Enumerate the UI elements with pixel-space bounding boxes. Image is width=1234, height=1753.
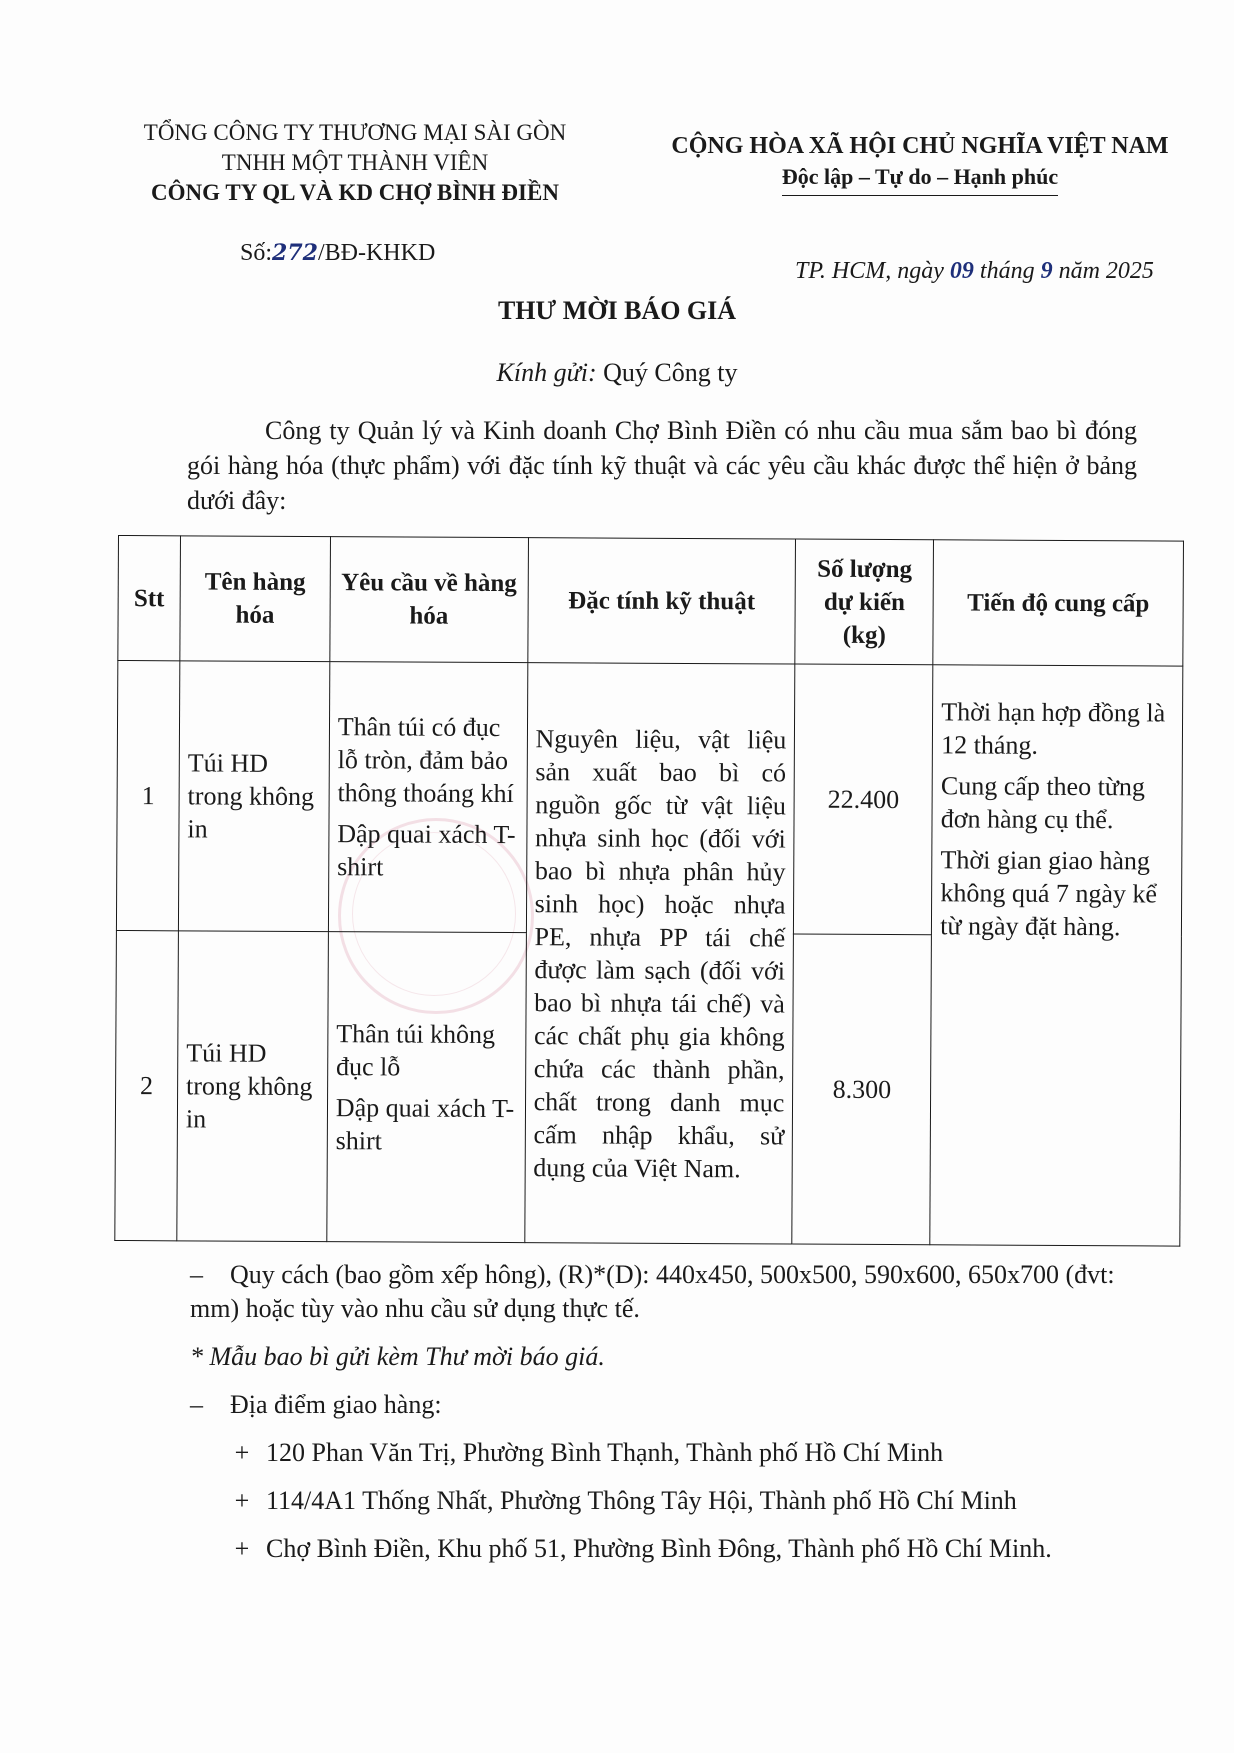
- document-number: [240, 240, 435, 267]
- row1-req-1: Thân túi có đục lỗ tròn, đảm bảo thông thoáng khí: [337, 712, 514, 809]
- notes-section: [190, 1258, 1140, 1580]
- plus-marker: +: [234, 1534, 250, 1563]
- doc-number-prefix: Số:: [240, 240, 273, 266]
- intro-paragraph: Công ty Quản lý và Kinh doanh Chợ Bình Điền có nhu cầu mua sắm bao bì đóng gói hàng hóa (thực phẩm) với đặc tính kỹ thuật và các yêu cầu khác được thể hiện ở bảng dưới đây:: [187, 416, 1137, 515]
- row1-req-2: Dập quai xách T-shirt: [337, 819, 516, 882]
- row2-quantity: 8.300: [792, 934, 932, 1245]
- row2-requirement: [327, 932, 526, 1243]
- list-item: [190, 1436, 1140, 1470]
- schedule-cell: [930, 665, 1183, 1246]
- size-note-text: Quy cách (bao gồm xếp hông), (R)*(D): 440x450, 500x500, 590x600, 650x700 (đvt: mm) hoặc tùy vào nhu cầu sử dụng thực tế.: [190, 1260, 1115, 1323]
- issuer-block: [110, 118, 600, 208]
- greeting: [0, 358, 1234, 388]
- size-note: [190, 1258, 1140, 1326]
- header-requirement: Yêu cầu về hàng hóa: [330, 537, 528, 663]
- address-1: 120 Phan Văn Trị, Phường Bình Thạnh, Thành phố Hồ Chí Minh: [266, 1438, 944, 1467]
- date-suffix: năm 2025: [1052, 258, 1154, 284]
- list-item: [140, 1532, 1140, 1566]
- row2-req-2: Dập quai xách T-shirt: [335, 1092, 515, 1155]
- header-schedule: Tiến độ cung cấp: [933, 540, 1183, 666]
- greeting-label: Kính gửi:: [496, 358, 597, 387]
- document-title: THƯ MỜI BÁO GIÁ: [497, 296, 737, 325]
- delivery-heading: [190, 1388, 1140, 1422]
- row2-name: Túi HD trong không in: [177, 931, 328, 1242]
- issuer-line-3: CÔNG TY QL VÀ KD CHỢ BÌNH ĐIỀN: [151, 180, 559, 205]
- dash-marker: –: [190, 1390, 203, 1419]
- date-month: 9: [1040, 258, 1053, 284]
- header-quantity: Số lượng dự kiến (kg): [795, 539, 934, 665]
- row2-stt: 2: [115, 930, 179, 1240]
- document-date: [795, 258, 1154, 285]
- issuer-line-2: TNHH MỘT THÀNH VIÊN: [221, 150, 489, 175]
- header-stt: Stt: [118, 536, 181, 661]
- address-3: Chợ Bình Điền, Khu phố 51, Phường Bình Đông, Thành phố Hồ Chí Minh.: [266, 1534, 1052, 1563]
- spec-table: [114, 535, 1184, 1247]
- schedule-line-1: Thời hạn hợp đồng là 12 tháng.: [941, 697, 1166, 760]
- row1-name: Túi HD trong không in: [178, 661, 329, 932]
- greeting-recipient: Quý Công ty: [603, 358, 738, 387]
- row1-requirement: [328, 662, 527, 933]
- header-name: Tên hàng hóa: [180, 536, 331, 662]
- date-day: 09: [949, 258, 974, 284]
- national-motto: Độc lập – Tự do – Hạnh phúc: [782, 162, 1058, 196]
- plus-marker: +: [234, 1438, 250, 1467]
- doc-number-suffix: /BĐ-KHKD: [317, 240, 436, 266]
- spec-description: Nguyên liệu, vật liệu sản xuất bao bì có nguồn gốc từ vật liệu nhựa sinh học (đối với bao bì nhựa phân hủy sinh học) hoặc nhựa PE, nhựa PP tái chế được làm sạch (đối với bao bì nhựa tái chế) và các chất phụ gia không chứa các thành phần, chất trong danh mục cấm nhập khẩu, sử dụng của Việt Nam.: [524, 663, 795, 1244]
- table-row: [116, 661, 1182, 937]
- list-item: [190, 1484, 1140, 1518]
- row1-stt: 1: [116, 661, 179, 931]
- schedule-line-3: Thời gian giao hàng không quá 7 ngày kể từ ngày đặt hàng.: [940, 845, 1158, 942]
- plus-marker: +: [234, 1486, 250, 1515]
- address-2: 114/4A1 Thống Nhất, Phường Thông Tây Hội, Thành phố Hồ Chí Minh: [266, 1486, 1017, 1515]
- table-header-row: [118, 536, 1184, 667]
- nation-title: CỘNG HÒA XÃ HỘI CHỦ NGHĨA VIỆT NAM: [671, 133, 1169, 159]
- doc-number-handwritten: 272: [272, 240, 318, 266]
- header-spec: Đặc tính kỹ thuật: [527, 538, 795, 664]
- date-prefix: TP. HCM, ngày: [795, 258, 950, 284]
- delivery-label: Địa điểm giao hàng:: [230, 1390, 442, 1419]
- date-mid: tháng: [973, 258, 1041, 284]
- schedule-line-2: Cung cấp theo từng đơn hàng cụ thể.: [940, 771, 1146, 835]
- sample-note: * Mẫu bao bì gửi kèm Thư mời báo giá.: [190, 1342, 605, 1371]
- national-header: [640, 130, 1200, 196]
- row2-req-1: Thân túi không đục lỗ: [335, 1018, 496, 1081]
- dash-marker: –: [190, 1260, 203, 1289]
- row1-quantity: 22.400: [794, 664, 933, 935]
- issuer-line-1: TỔNG CÔNG TY THƯƠNG MẠI SÀI GÒN: [143, 120, 567, 145]
